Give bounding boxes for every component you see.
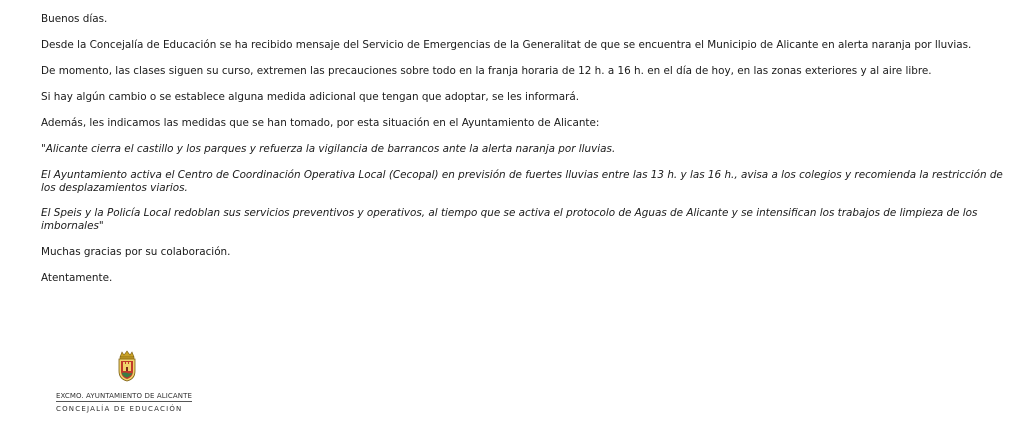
paragraph-thanks: Muchas gracias por su colaboración.	[41, 246, 231, 258]
letter-body	[41, 13, 1013, 298]
coat-of-arms-icon	[116, 350, 138, 382]
quote-cecopal: El Ayuntamiento activa el Centro de Coordinación Operativa Local (Cecopal) en previsión de fuertes lluvias entre las 13 h. y las 16 h., avisa a los colegios y recomienda la restricción de los desplazamientos viarios.	[41, 169, 1003, 194]
org-name: EXCMO. AYUNTAMIENTO DE ALICANTE	[56, 392, 192, 400]
closing: Atentamente.	[41, 272, 113, 284]
paragraph-alert-notice: Desde la Concejalía de Educación se ha recibido mensaje del Servicio de Emergencias de la Generalitat de que se encuentra el Municipio de Alicante en alerta naranja por lluvias.	[41, 39, 972, 51]
signature-block	[56, 350, 216, 420]
paragraph-updates: Si hay algún cambio o se establece alguna medida adicional que tengan que adoptar, se les informará.	[41, 91, 580, 103]
quote-speis-police: El Speis y la Policía Local redoblan sus servicios preventivos y operativos, al tiempo que se activa el protocolo de Aguas de Alicante y se intensifican los trabajos de limpieza de los imbornales"	[41, 207, 978, 232]
greeting: Buenos días.	[41, 13, 108, 25]
department-name: CONCEJALÍA DE EDUCACIÓN	[56, 405, 183, 413]
paragraph-precautions: De momento, las clases siguen su curso, extremen las precauciones sobre todo en la franja horaria de 12 h. a 16 h. en el día de hoy, en las zonas exteriores y al aire libre.	[41, 65, 932, 77]
paragraph-measures-intro: Además, les indicamos las medidas que se han tomado, por esta situación en el Ayuntamiento de Alicante:	[41, 117, 600, 129]
quote-castle-parks: "Alicante cierra el castillo y los parques y refuerza la vigilancia de barrancos ante la alerta naranja por lluvias.	[41, 143, 616, 155]
